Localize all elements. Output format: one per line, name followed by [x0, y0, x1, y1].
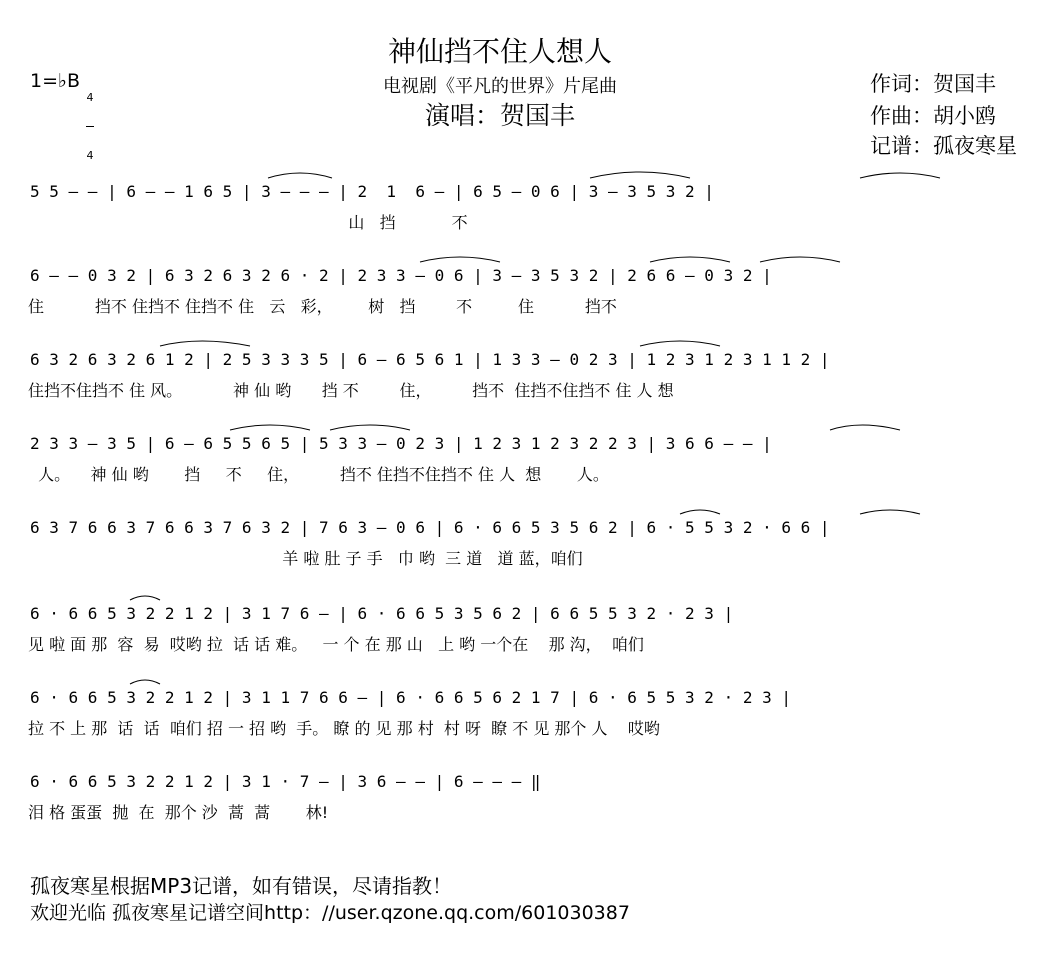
notation-row-6: 6 · 6 6 5 3 2 2 1 2 | 3 1 7 6 – | 6 · 6 6 5 3 5 6 2 | 6 6 5 5 3 2 · 2 3 | [30, 604, 734, 623]
notation-row-5: 6 3 7 6 6 3 7 6 6 3 7 6 3 2 | 7 6 3 – 0 6 | 6 · 6 6 5 3 5 6 2 | 6 · 5 5 3 2 · 6 6 | [30, 518, 830, 537]
lyricist-credit: 作词：贺国丰 [870, 72, 996, 96]
slur-arc [268, 173, 332, 178]
slur-arc [640, 341, 720, 346]
lyrics-row-6: 见 啦 面 那 容 易 哎哟 拉 话 话 难。 一 个 在 那 山 上 哟 一个在 那 沟， 咱们 [28, 635, 644, 654]
lyrics-row-7: 拉 不 上 那 话 话 咱们 招 一 招 哟 手。 瞭 的 见 那 村 村 呀 瞭 不 见 那个 人 哎哟 [28, 719, 660, 738]
slur-arc [230, 425, 310, 430]
slur-arc [130, 596, 160, 600]
composer-credit: 作曲：胡小鸥 [870, 104, 996, 128]
slur-arc [420, 257, 500, 262]
lyrics-row-8: 泪 格 蛋蛋 抛 在 那个 沙 蒿 蒿 林! [28, 803, 329, 822]
slur-arc [860, 173, 940, 178]
transcriber-link: 欢迎光临 孤夜寒星记谱空间http：//user.qzone.qq.com/601030387 [30, 902, 630, 924]
slur-arc [650, 257, 730, 262]
notation-row-3: 6 3 2 6 3 2 6 1 2 | 2 5 3 3 3 5 | 6 – 6 5 6 1 | 1 3 3 – 0 2 3 | 1 2 3 1 2 3 1 1 2 | [30, 350, 830, 369]
slur-arc [160, 341, 250, 346]
notation-row-1: 5 5 – – | 6 – – 1 6 5 | 3 – – – | 2 1 6 – | 6 5 – 0 6 | 3 – 3 5 3 2 | [30, 182, 714, 201]
lyrics-row-3: 住挡不住挡不 住 风。 神 仙 哟 挡 不 住， 挡不 住挡不住挡不 住 人 想 [28, 381, 674, 400]
slur-arc [130, 680, 160, 684]
slur-arc [760, 257, 840, 262]
slur-arc [590, 172, 690, 178]
notation-row-8: 6 · 6 6 5 3 2 2 1 2 | 3 1 · 7 – | 3 6 – – | 6 – – – ‖ [30, 772, 541, 791]
song-title: 神仙挡不住人想人 [387, 35, 612, 68]
slur-arc [830, 425, 900, 430]
transcriber-credit: 记谱：孤夜寒星 [870, 134, 1017, 158]
slur-arc [330, 425, 410, 430]
notation-row-4: 2 3 3 – 3 5 | 6 – 6 5 5 6 5 | 5 3 3 – 0 2 3 | 1 2 3 1 2 3 2 2 3 | 3 6 6 – – | [30, 434, 772, 453]
notation-row-2: 6 – – 0 3 2 | 6 3 2 6 3 2 6 · 2 | 2 3 3 – 0 6 | 3 – 3 5 3 2 | 2 6 6 – 0 3 2 | [30, 266, 772, 285]
meter-top: 4 [86, 91, 94, 104]
slur-arc [860, 510, 920, 514]
key-signature: 1=♭B [30, 70, 81, 92]
song-subtitle: 电视剧《平凡的世界》片尾曲 [383, 76, 617, 97]
lyrics-row-2: 住 挡不 住挡不 住挡不 住 云 彩， 树 挡 不 住 挡不 [28, 297, 617, 316]
notation-row-7: 6 · 6 6 5 3 2 2 1 2 | 3 1 1 7 6 6 – | 6 · 6 6 5 6 2 1 7 | 6 · 6 5 5 3 2 · 2 3 | [30, 688, 791, 707]
meter-bottom: 4 [86, 149, 94, 162]
transcriber-note: 孤夜寒星根据MP3记谱，如有错误，尽请指教！ [30, 874, 453, 898]
slur-arc [680, 510, 720, 514]
lyrics-row-4: 人。 神 仙 哟 挡 不 住， 挡不 住挡不住挡不 住 人 想 人。 [28, 465, 609, 484]
singer-credit: 演唱：贺国丰 [424, 101, 575, 130]
lyrics-row-1: 山 挡 不 [28, 213, 468, 232]
lyrics-row-5: 羊 啦 肚 子 手 巾 哟 三 道 道 蓝，咱们 [28, 549, 583, 568]
